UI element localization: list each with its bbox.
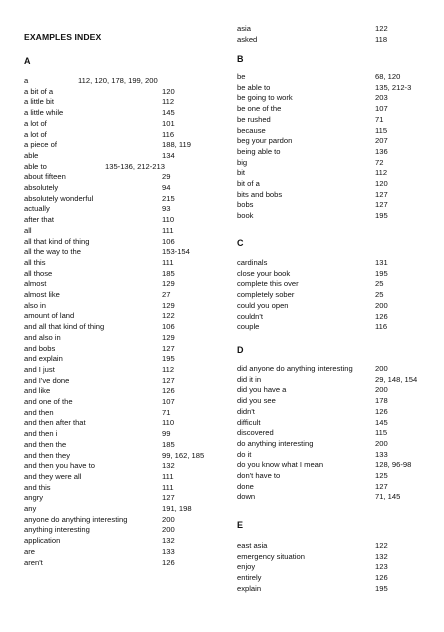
entry-pages: 128, 96-98 (375, 460, 412, 470)
entry-term: also in (24, 300, 46, 310)
entry-term: book (237, 211, 254, 221)
entry-pages: 112 (375, 168, 388, 178)
entry-term: did it in (237, 374, 262, 384)
section-letter: B (237, 54, 244, 64)
section-letter: C (237, 238, 244, 248)
entry-term: explain (237, 583, 262, 593)
entry-pages: 93 (162, 204, 171, 214)
entry-pages: 25 (375, 290, 384, 300)
entry-term: asked (237, 34, 258, 44)
entry-term: all that kind of thing (24, 236, 90, 246)
entry-term: a piece of (24, 140, 57, 150)
entry-pages: 131 (375, 258, 388, 267)
entry-term: and I just (24, 364, 55, 374)
entry-term: and this (24, 482, 51, 492)
entry-pages: 111 (162, 471, 174, 481)
entry-term: almost like (24, 290, 60, 299)
entry-term: big (237, 157, 248, 167)
entry-term: did you see (237, 396, 276, 406)
entry-term: and then (24, 407, 54, 417)
entry-pages: 115 (375, 428, 388, 438)
entry-term: and bobs (24, 343, 56, 353)
entry-term: and they were all (24, 471, 82, 481)
entry-pages: 71 (375, 114, 384, 124)
entry-term: any (24, 504, 37, 513)
entry-pages: 203 (375, 93, 388, 103)
entry-term: all the way to the (24, 247, 81, 257)
entry-pages: 207 (375, 136, 388, 146)
entry-term: angry (24, 493, 43, 503)
entry-term: difficult (237, 417, 261, 427)
entry-term: did anyone do anything interesting (237, 364, 353, 373)
entry-term: being able to (237, 146, 281, 156)
entry-pages: 200 (162, 514, 175, 524)
entry-pages: 188, 119 (162, 140, 191, 150)
entry-pages: 200 (375, 300, 388, 310)
entry-term: down (237, 492, 256, 502)
entry-pages: 127 (162, 343, 175, 353)
entry-term: be one of the (237, 104, 282, 114)
entry-pages: 120 (375, 179, 388, 188)
entry-pages: 185 (162, 268, 175, 278)
entry-term: and then you have to (24, 461, 95, 471)
entry-pages: 135, 212-3 (375, 82, 412, 92)
entry-term: do it (237, 449, 252, 459)
entry-pages: 111 (162, 225, 174, 235)
entry-pages: 200 (375, 385, 388, 395)
entry-term: and then they (24, 450, 71, 460)
entry-term: about fifteen (24, 172, 66, 182)
entry-term: actually (24, 204, 50, 214)
entry-pages: 71, 145 (375, 492, 401, 502)
entry-term: and like (24, 386, 51, 396)
entry-pages: 200 (375, 438, 388, 448)
section-letter: D (237, 345, 244, 355)
entry-pages: 195 (375, 268, 388, 278)
entry-term: all this (24, 257, 46, 267)
entry-term: and then i (24, 429, 58, 439)
entry-pages: 111 (162, 257, 174, 267)
entry-pages: 127 (375, 481, 388, 491)
entry-term: couple (237, 322, 260, 332)
entry-term: bits and bobs (237, 189, 283, 199)
entry-pages: 195 (375, 211, 388, 221)
entry-term: a (24, 76, 29, 85)
entry-term: couldn't (237, 311, 263, 321)
entry-term: and then after that (24, 418, 86, 428)
entry-term: a little bit (24, 97, 54, 107)
entry-pages: 107 (162, 397, 175, 406)
entry-term: complete this over (237, 279, 299, 289)
entry-pages: 132 (162, 461, 175, 471)
entry-pages: 71 (162, 407, 171, 417)
entry-term: don't have to (237, 471, 281, 480)
entry-term: be able to (237, 82, 271, 92)
entry-term: almost (24, 279, 47, 289)
entry-pages: 25 (375, 279, 384, 289)
entry-pages: 112 (162, 97, 175, 107)
entry-pages: 126 (375, 406, 388, 416)
entry-pages: 120 (162, 86, 175, 96)
entry-term: are (24, 546, 35, 556)
entry-pages: 115 (375, 125, 388, 135)
entry-term: and explain (24, 354, 63, 364)
entry-pages: 110 (162, 215, 175, 225)
entry-pages: 145 (162, 108, 175, 118)
entry-term: entirely (237, 573, 262, 583)
page-title: EXAMPLES INDEX (24, 32, 102, 42)
entry-pages: 133 (162, 546, 175, 556)
entry-term: and all that kind of thing (24, 322, 105, 332)
entry-pages: 132 (375, 551, 388, 561)
entry-term: anything interesting (24, 525, 90, 535)
entry-pages: 195 (162, 354, 175, 364)
entry-pages: 153-154 (162, 247, 190, 257)
entry-term: and also in (24, 332, 61, 342)
entry-pages: 112 (162, 364, 175, 374)
entry-term: after that (24, 215, 54, 225)
entry-pages: 118 (375, 34, 388, 44)
entry-pages: 107 (375, 104, 388, 114)
entry-pages: 126 (375, 311, 388, 321)
entry-term: bit of a (237, 179, 260, 188)
entry-pages: 195 (375, 583, 388, 593)
entry-term: do you know what I mean (237, 460, 324, 470)
entry-pages: 129 (162, 279, 175, 289)
entry-term: do anything interesting (237, 438, 314, 448)
entry-term: and I've done (24, 375, 70, 385)
entry-pages: 106 (162, 322, 175, 332)
entry-term: didn't (237, 406, 255, 416)
section-letter: A (24, 56, 31, 66)
entry-term: beg your pardon (237, 136, 293, 146)
entry-term: able to (24, 161, 47, 171)
entry-pages: 123 (375, 562, 388, 572)
entry-term: all those (24, 268, 53, 278)
entry-pages: 127 (375, 200, 388, 210)
entry-term: be going to work (237, 93, 293, 103)
entry-pages: 126 (162, 557, 175, 567)
entry-term: could you open (237, 300, 289, 310)
entry-term: enjoy (237, 562, 256, 572)
entry-term: asia (237, 24, 251, 33)
entry-pages: 129 (162, 300, 175, 310)
entry-term: and one of the (24, 397, 73, 406)
entry-term: and then the (24, 439, 67, 449)
entry-term: application (24, 536, 61, 546)
entry-term: because (237, 125, 266, 135)
entry-pages: 122 (375, 24, 388, 33)
entry-pages: 129 (162, 332, 175, 342)
entry-pages: 116 (375, 322, 388, 332)
entry-pages: 133 (375, 449, 388, 459)
entry-pages: 135-136, 212-213 (105, 161, 165, 171)
entry-pages: 99, 162, 185 (162, 450, 205, 460)
entry-pages: 116 (162, 129, 175, 139)
entry-term: a lot of (24, 118, 47, 128)
entry-term: discovered (237, 428, 274, 438)
entry-pages: 145 (375, 417, 388, 427)
entry-term: east asia (237, 541, 268, 550)
entry-pages: 127 (375, 189, 388, 199)
entry-pages: 27 (162, 290, 171, 299)
entry-term: cardinals (237, 258, 268, 267)
entry-term: amount of land (24, 311, 75, 321)
entry-pages: 125 (375, 471, 388, 480)
entry-pages: 127 (162, 375, 175, 385)
entry-term: able (24, 150, 39, 160)
entry-pages: 185 (162, 439, 175, 449)
entry-pages: 126 (375, 573, 388, 583)
entry-pages: 68, 120 (375, 72, 401, 81)
entry-term: emergency situation (237, 551, 305, 561)
entry-pages: 122 (375, 541, 388, 550)
entry-pages: 132 (162, 536, 175, 546)
entry-term: did you have a (237, 385, 287, 395)
entry-pages: 99 (162, 429, 171, 439)
entry-pages: 178 (375, 396, 388, 406)
entry-term: anyone do anything interesting (24, 514, 128, 524)
entry-term: absolutely wonderful (24, 193, 94, 203)
entry-pages: 112, 120, 178, 199, 200 (78, 76, 158, 85)
entry-pages: 122 (162, 311, 175, 321)
entry-term: completely sober (237, 290, 295, 300)
entry-pages: 134 (162, 150, 175, 160)
entry-pages: 94 (162, 183, 171, 192)
section-letter: E (237, 520, 244, 530)
entry-pages: 29 (162, 172, 171, 182)
entry-term: a little while (24, 108, 64, 118)
entry-term: a bit of a (24, 86, 54, 96)
entry-term: a lot of (24, 129, 47, 139)
entry-pages: 136 (375, 146, 388, 156)
entry-term: bobs (237, 200, 254, 210)
entry-pages: 101 (162, 118, 175, 128)
entry-term: be rushed (237, 114, 271, 124)
entry-pages: 191, 198 (162, 504, 192, 513)
entry-pages: 72 (375, 157, 384, 167)
entry-term: close your book (237, 268, 291, 278)
entry-term: be (237, 72, 246, 81)
entry-pages: 126 (162, 386, 175, 396)
entry-pages: 29, 148, 154 (375, 374, 418, 384)
entry-pages: 111 (162, 482, 174, 492)
entry-term: done (237, 481, 254, 491)
entry-term: bit (237, 168, 246, 178)
entry-pages: 200 (375, 364, 388, 373)
entry-pages: 200 (162, 525, 175, 535)
entry-term: all (24, 225, 32, 235)
entry-term: aren't (24, 557, 43, 567)
entry-pages: 106 (162, 236, 175, 246)
entry-pages: 215 (162, 193, 175, 203)
entry-term: absolutely (24, 183, 59, 192)
entry-pages: 127 (162, 493, 175, 503)
entry-pages: 110 (162, 418, 175, 428)
